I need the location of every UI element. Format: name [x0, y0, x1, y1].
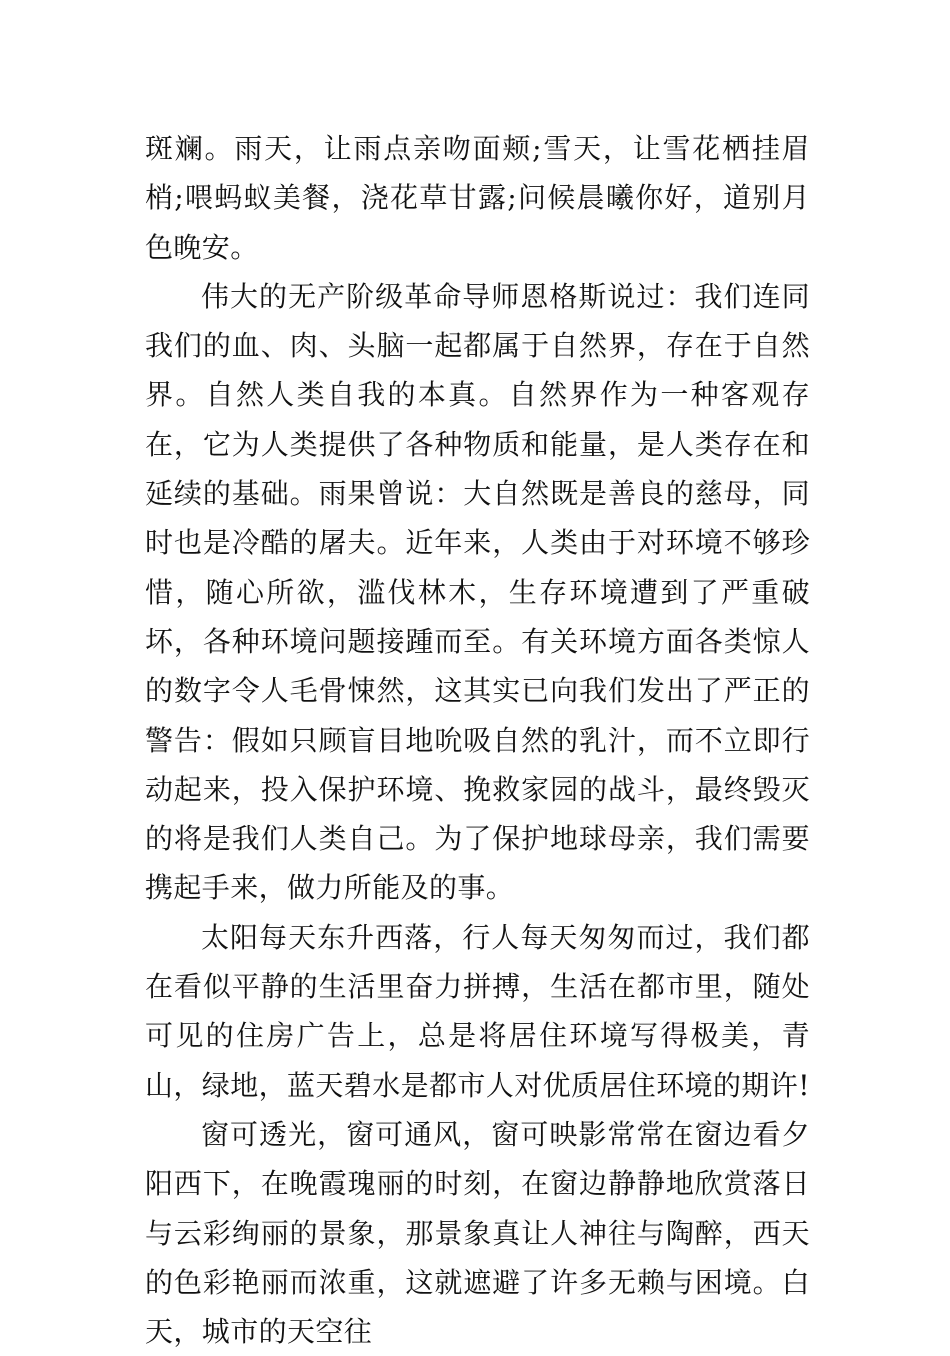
- paragraph-4: 窗可透光，窗可通风，窗可映影常常在窗边看夕阳西下，在晚霞瑰丽的时刻，在窗边静静地欣赏落日与云彩绚丽的景象，那景象真让人神往与陶醉，西天的色彩艳丽而浓重，这就遮避了许多无赖与困境。白天，城市的天空往: [145, 1117, 810, 1349]
- document-body: [145, 124, 810, 1356]
- paragraph-3: 太阳每天东升西落，行人每天匆匆而过，我们都在看似平静的生活里奋力拼搏，生活在都市里，随处可见的住房广告上，总是将居住环境写得极美，青山，绿地，蓝天碧水是都市人对优质居住环境的期许!: [145, 920, 810, 1102]
- paragraph-2: 伟大的无产阶级革命导师恩格斯说过：我们连同我们的血、肉、头脑一起都属于自然界，存在于自然界。自然人类自我的本真。自然界作为一种客观存在，它为人类提供了各种物质和能量，是人类存在和延续的基础。雨果曾说：大自然既是善良的慈母，同时也是冷酷的屠夫。近年来，人类由于对环境不够珍惜，随心所欲，滥伐林木，生存环境遭到了严重破坏，各种环境问题接踵而至。有关环境方面各类惊人的数字令人毛骨悚然，这其实已向我们发出了严正的警告：假如只顾盲目地吮吸自然的乳汁，而不立即行动起来，投入保护环境、挽救家园的战斗，最终毁灭的将是我们人类自己。为了保护地球母亲，我们需要携起手来，做力所能及的事。: [145, 279, 810, 905]
- paragraph-1: 斑斓。雨天，让雨点亲吻面颊;雪天，让雪花栖挂眉梢;喂蚂蚁美餐，浇花草甘露;问候晨曦你好，道别月色晚安。: [145, 132, 810, 264]
